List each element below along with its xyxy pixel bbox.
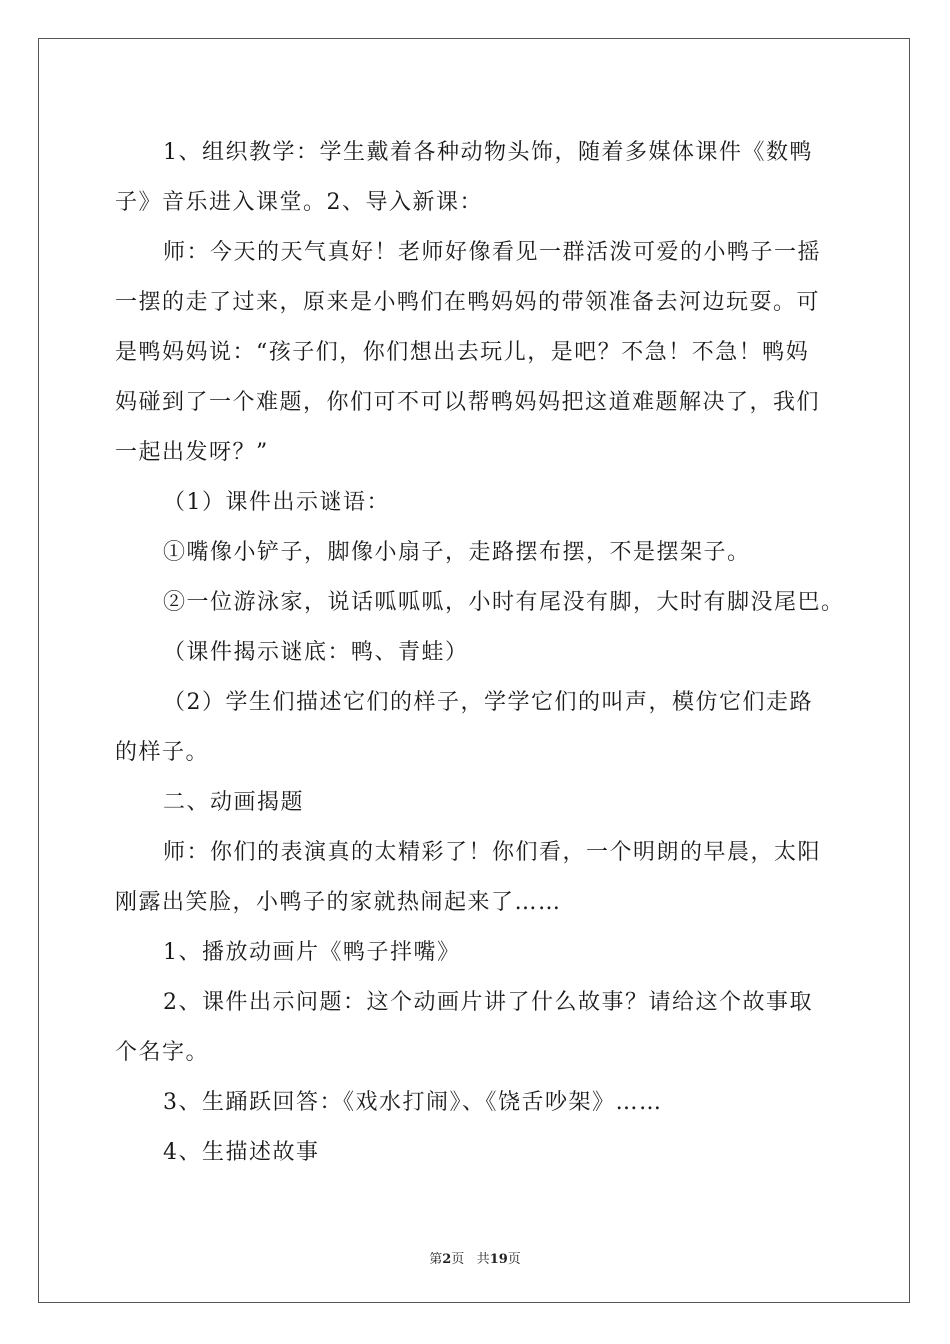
paragraph-line: 师：今天的天气真好！老师好像看见一群活泼可爱的小鸭子一摇 <box>163 240 822 265</box>
paragraph-line: 刚露出笑脸，小鸭子的家就热闹起来了…… <box>115 890 562 915</box>
page-number: 2 <box>442 1252 452 1267</box>
page-footer <box>0 1248 950 1267</box>
paragraph-line: （2）学生们描述它们的样子，学学它们的叫声，模仿它们走路 <box>163 690 813 715</box>
paragraph-line: 1、播放动画片《鸭子拌嘴》 <box>163 940 461 965</box>
page-suffix: 页 <box>451 1252 465 1267</box>
paragraph-line: 一起出发呀？” <box>115 440 269 465</box>
paragraph-line: （课件揭示谜底：鸭、青蛙） <box>163 640 469 665</box>
paragraph-line: 一摆的走了过来，原来是小鸭们在鸭妈妈的带领准备去河边玩耍。可 <box>115 290 821 315</box>
page-prefix: 第 <box>429 1252 443 1267</box>
paragraph-line: ②一位游泳家，说话呱呱呱，小时有尾没有脚，大时有脚没尾巴。 <box>163 590 845 615</box>
paragraph-line: 子》音乐进入课堂。2、导入新课： <box>115 190 483 215</box>
paragraph-line: 1、组织教学：学生戴着各种动物头饰，随着多媒体课件《数鸭 <box>163 140 813 165</box>
section-heading: 二、动画揭题 <box>163 790 305 815</box>
paragraph-line: （1）课件出示谜语： <box>163 490 390 515</box>
total-pages: 19 <box>489 1252 508 1267</box>
paragraph-line: 的样子。 <box>115 740 210 765</box>
paragraph-line: 师：你们的表演真的太精彩了！你们看，一个明朗的早晨，太阳 <box>163 840 822 865</box>
total-suffix: 页 <box>507 1252 521 1267</box>
paragraph-line: 2、课件出示问题：这个动画片讲了什么故事？请给这个故事取 <box>163 990 813 1015</box>
paragraph-line: 4、生描述故事 <box>163 1140 320 1165</box>
paragraph-line: ①嘴像小铲子，脚像小扇子，走路摆布摆，不是摆架子。 <box>163 540 751 565</box>
paragraph-line: 个名字。 <box>115 1040 210 1065</box>
paragraph-line: 妈碰到了一个难题，你们可不可以帮鸭妈妈把这道难题解决了，我们 <box>115 390 821 415</box>
paragraph-line: 是鸭妈妈说：“孩子们，你们想出去玩儿，是吧？不急！不急！鸭妈 <box>115 340 810 365</box>
paragraph-line: 3、生踊跃回答：《戏水打闹》、《饶舌吵架》…… <box>163 1090 663 1115</box>
document-body <box>115 128 845 1178</box>
total-prefix: 共 <box>476 1252 490 1267</box>
